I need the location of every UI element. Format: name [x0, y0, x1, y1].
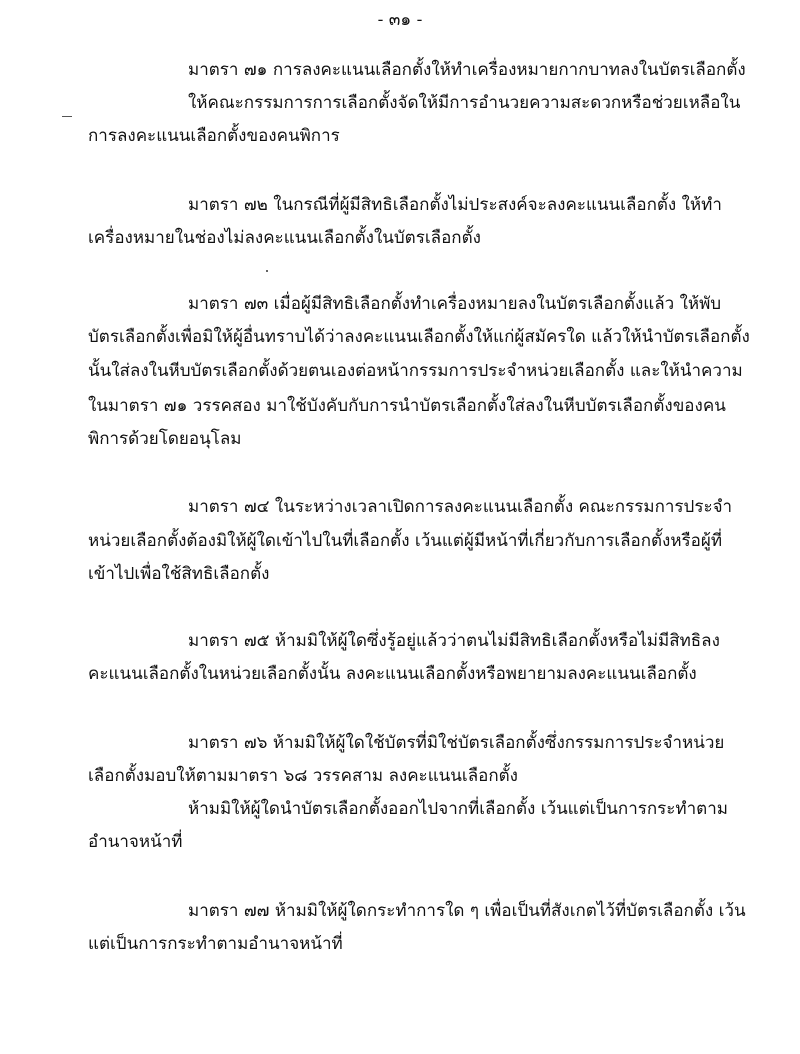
section-76-line-4: อำนาจหน้าที่	[88, 832, 183, 852]
section-76-line-1: มาตรา ๗๖ ห้ามมิให้ผู้ใดใช้บัตรที่มิใช่บัตรเลือกตั้งซึ่งกรรมการประจำหน่วย	[188, 733, 725, 753]
section-74-line-2: หน่วยเลือกตั้งต้องมิให้ผู้ใดเข้าไปในที่เลือกตั้ง เว้นแต่ผู้มีหน้าที่เกี่ยวกับการเลือกตั้งหรือผู้ที่	[88, 531, 723, 551]
section-72-line-2: เครื่องหมายในช่องไม่ลงคะแนนเลือกตั้งในบัตรเลือกตั้ง	[88, 228, 481, 248]
section-71-line-1: มาตรา ๗๑ การลงคะแนนเลือกตั้งให้ทำเครื่องหมายกากบาทลงในบัตรเลือกตั้ง	[188, 60, 746, 80]
section-76-line-2: เลือกตั้งมอบให้ตามมาตรา ๖๘ วรรคสาม ลงคะแนนเลือกตั้ง	[88, 766, 518, 786]
margin-mark	[62, 116, 72, 117]
section-73-line-3: นั้นใส่ลงในหีบบัตรเลือกตั้งด้วยตนเองต่อหน้ากรรมการประจำหน่วยเลือกตั้ง และให้นำความ	[88, 361, 743, 381]
section-73-line-5: พิการด้วยโดยอนุโลม	[88, 429, 242, 449]
section-73-line-4: ในมาตรา ๗๑ วรรคสอง มาใช้บังคับกับการนำบัตรเลือกตั้งใส่ลงในหีบบัตรเลือกตั้งของคน	[88, 396, 726, 416]
section-75-line-1: มาตรา ๗๕ ห้ามมิให้ผู้ใดซึ่งรู้อยู่แล้วว่าตนไม่มีสิทธิเลือกตั้งหรือไม่มีสิทธิลง	[188, 631, 720, 651]
section-72-line-1: มาตรา ๗๒ ในกรณีที่ผู้มีสิทธิเลือกตั้งไม่ประสงค์จะลงคะแนนเลือกตั้ง ให้ทำ	[188, 195, 722, 215]
page-number: - ๓๑ -	[377, 10, 423, 30]
section-73-line-2: บัตรเลือกตั้งเพื่อมิให้ผู้อื่นทราบได้ว่าลงคะแนนเลือกตั้งให้แก่ผู้สมัครใด แล้วให้นำบัตรเลือกตั้ง	[88, 327, 750, 347]
section-74-line-3: เข้าไปเพื่อใช้สิทธิเลือกตั้ง	[88, 564, 270, 584]
section-76-line-3: ห้ามมิให้ผู้ใดนำบัตรเลือกตั้งออกไปจากที่เลือกตั้ง เว้นแต่เป็นการกระทำตาม	[188, 799, 728, 819]
section-74-line-1: มาตรา ๗๔ ในระหว่างเวลาเปิดการลงคะแนนเลือกตั้ง คณะกรรมการประจำ	[188, 497, 733, 517]
section-77-line-2: แต่เป็นการกระทำตามอำนาจหน้าที่	[88, 934, 343, 954]
section-71-line-3: การลงคะแนนเลือกตั้งของคนพิการ	[88, 126, 340, 146]
section-73-line-1: มาตรา ๗๓ เมื่อผู้มีสิทธิเลือกตั้งทำเครื่องหมายลงในบัตรเลือกตั้งแล้ว ให้พับ	[188, 294, 722, 314]
scan-speck	[266, 270, 268, 272]
section-71-line-2: ให้คณะกรรมการการเลือกตั้งจัดให้มีการอำนวยความสะดวกหรือช่วยเหลือใน	[188, 93, 741, 113]
section-77-line-1: มาตรา ๗๗ ห้ามมิให้ผู้ใดกระทำการใด ๆ เพื่อเป็นที่สังเกตไว้ที่บัตรเลือกตั้ง เว้น	[188, 901, 746, 921]
section-75-line-2: คะแนนเลือกตั้งในหน่วยเลือกตั้งนั้น ลงคะแนนเลือกตั้งหรือพยายามลงคะแนนเลือกตั้ง	[88, 664, 697, 684]
